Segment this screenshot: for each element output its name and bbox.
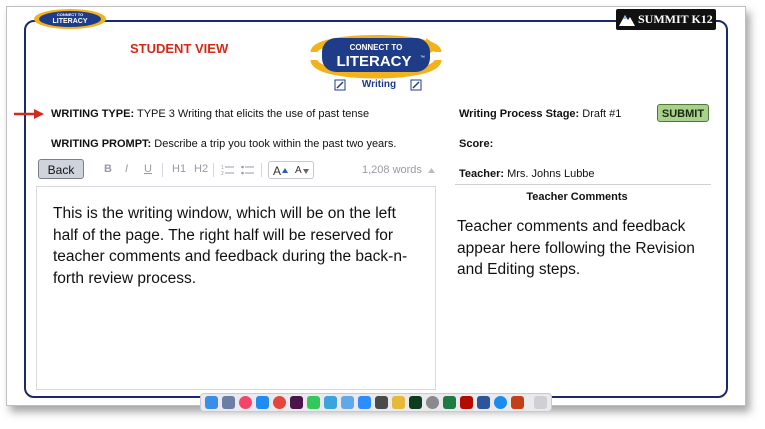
writing-label: Writing	[361, 79, 397, 90]
dreamweaver-icon[interactable]	[409, 396, 422, 409]
toolbar-divider	[261, 163, 262, 177]
editor-text[interactable]: This is the writing window, which will be on the left half of the page. The right half will be reserved for teacher comments and feedback during the back-n-forth review process.	[53, 205, 408, 287]
safari-icon[interactable]	[494, 396, 507, 409]
word-count: 1,208 words	[362, 164, 422, 176]
teacher-label: Teacher:	[459, 168, 505, 180]
camera-icon[interactable]	[375, 396, 388, 409]
svg-text:2: 2	[221, 171, 224, 176]
caret-down-icon	[303, 169, 309, 174]
slack-icon[interactable]	[290, 396, 303, 409]
trash-icon[interactable]	[534, 396, 547, 409]
caret-up-icon	[282, 168, 288, 173]
font-decrease-button[interactable]: A	[295, 165, 302, 176]
mountain-icon	[619, 13, 635, 26]
back-button[interactable]: Back	[38, 159, 84, 179]
comments-divider	[455, 184, 711, 185]
logo-tm-text: ™	[420, 55, 425, 61]
teacher-row	[459, 168, 595, 180]
writing-prompt-row	[51, 138, 396, 150]
svg-text:1: 1	[221, 165, 224, 171]
excel-icon[interactable]	[443, 396, 456, 409]
pencil-icon	[410, 79, 422, 91]
zoom-icon[interactable]	[358, 396, 371, 409]
small-logo-top-text: CONNECT TO	[56, 12, 84, 17]
connect-to-literacy-small-logo	[32, 8, 108, 30]
keynote-icon[interactable]	[324, 396, 337, 409]
process-stage-value: Draft #1	[582, 108, 622, 120]
student-view-label: STUDENT VIEW	[130, 41, 229, 56]
teacher-comments-text: Teacher comments and feedback appear here following the Revision and Editing steps.	[457, 218, 695, 278]
writing-editor[interactable]	[36, 186, 436, 390]
facetime-icon[interactable]	[307, 396, 320, 409]
toolbar-divider	[162, 163, 163, 177]
compass-icon[interactable]	[426, 396, 439, 409]
score-label: Score:	[459, 138, 494, 150]
logo-main-text: LITERACY	[336, 53, 412, 70]
logo-top-text: CONNECT TO	[349, 43, 403, 52]
pencil-icon	[334, 79, 346, 91]
toolbar-divider	[213, 163, 214, 177]
finder-icon[interactable]	[205, 396, 218, 409]
dock	[200, 393, 552, 412]
process-stage-row	[459, 108, 621, 120]
bold-button[interactable]: B	[104, 163, 112, 175]
font-size-group	[268, 161, 314, 179]
writing-prompt-value: Describe a trip you took within the past two years.	[154, 138, 397, 150]
folder-icon[interactable]	[341, 396, 354, 409]
score-row	[459, 138, 493, 150]
submit-button[interactable]: SUBMIT	[657, 104, 709, 122]
heading2-button[interactable]: H2	[194, 163, 209, 175]
summit-k12-logo	[616, 9, 716, 30]
bullet-list-icon[interactable]	[241, 164, 254, 176]
writing-prompt-label: WRITING PROMPT:	[51, 138, 152, 150]
chrome-icon[interactable]	[273, 396, 286, 409]
teacher-value: Mrs. Johns Lubbe	[507, 168, 595, 180]
red-arrow-icon	[14, 109, 44, 119]
writing-type-row	[51, 108, 369, 120]
photo-icon[interactable]	[222, 396, 235, 409]
underline-button[interactable]: U	[144, 163, 152, 175]
process-stage-label: Writing Process Stage:	[459, 108, 580, 120]
italic-button[interactable]: I	[125, 163, 129, 175]
heading1-button[interactable]: H1	[172, 163, 187, 175]
teacher-comments-title: Teacher Comments	[526, 191, 628, 203]
appstore-icon[interactable]	[256, 396, 269, 409]
acrobat-icon[interactable]	[460, 396, 473, 409]
font-increase-button[interactable]: A	[273, 164, 282, 178]
powerpoint-icon[interactable]	[511, 396, 524, 409]
sketch-icon[interactable]	[392, 396, 405, 409]
numbered-list-icon[interactable]	[221, 164, 234, 176]
small-logo-main-text: LITERACY	[52, 18, 88, 25]
music-icon[interactable]	[239, 396, 252, 409]
writing-type-label: WRITING TYPE:	[51, 108, 135, 120]
word-icon[interactable]	[477, 396, 490, 409]
caret-up-icon[interactable]	[428, 168, 435, 173]
summit-text: SUMMIT K12	[638, 12, 713, 26]
writing-type-value: TYPE 3 Writing that elicits the use of past tense	[136, 108, 370, 120]
writing-banner	[334, 79, 424, 93]
